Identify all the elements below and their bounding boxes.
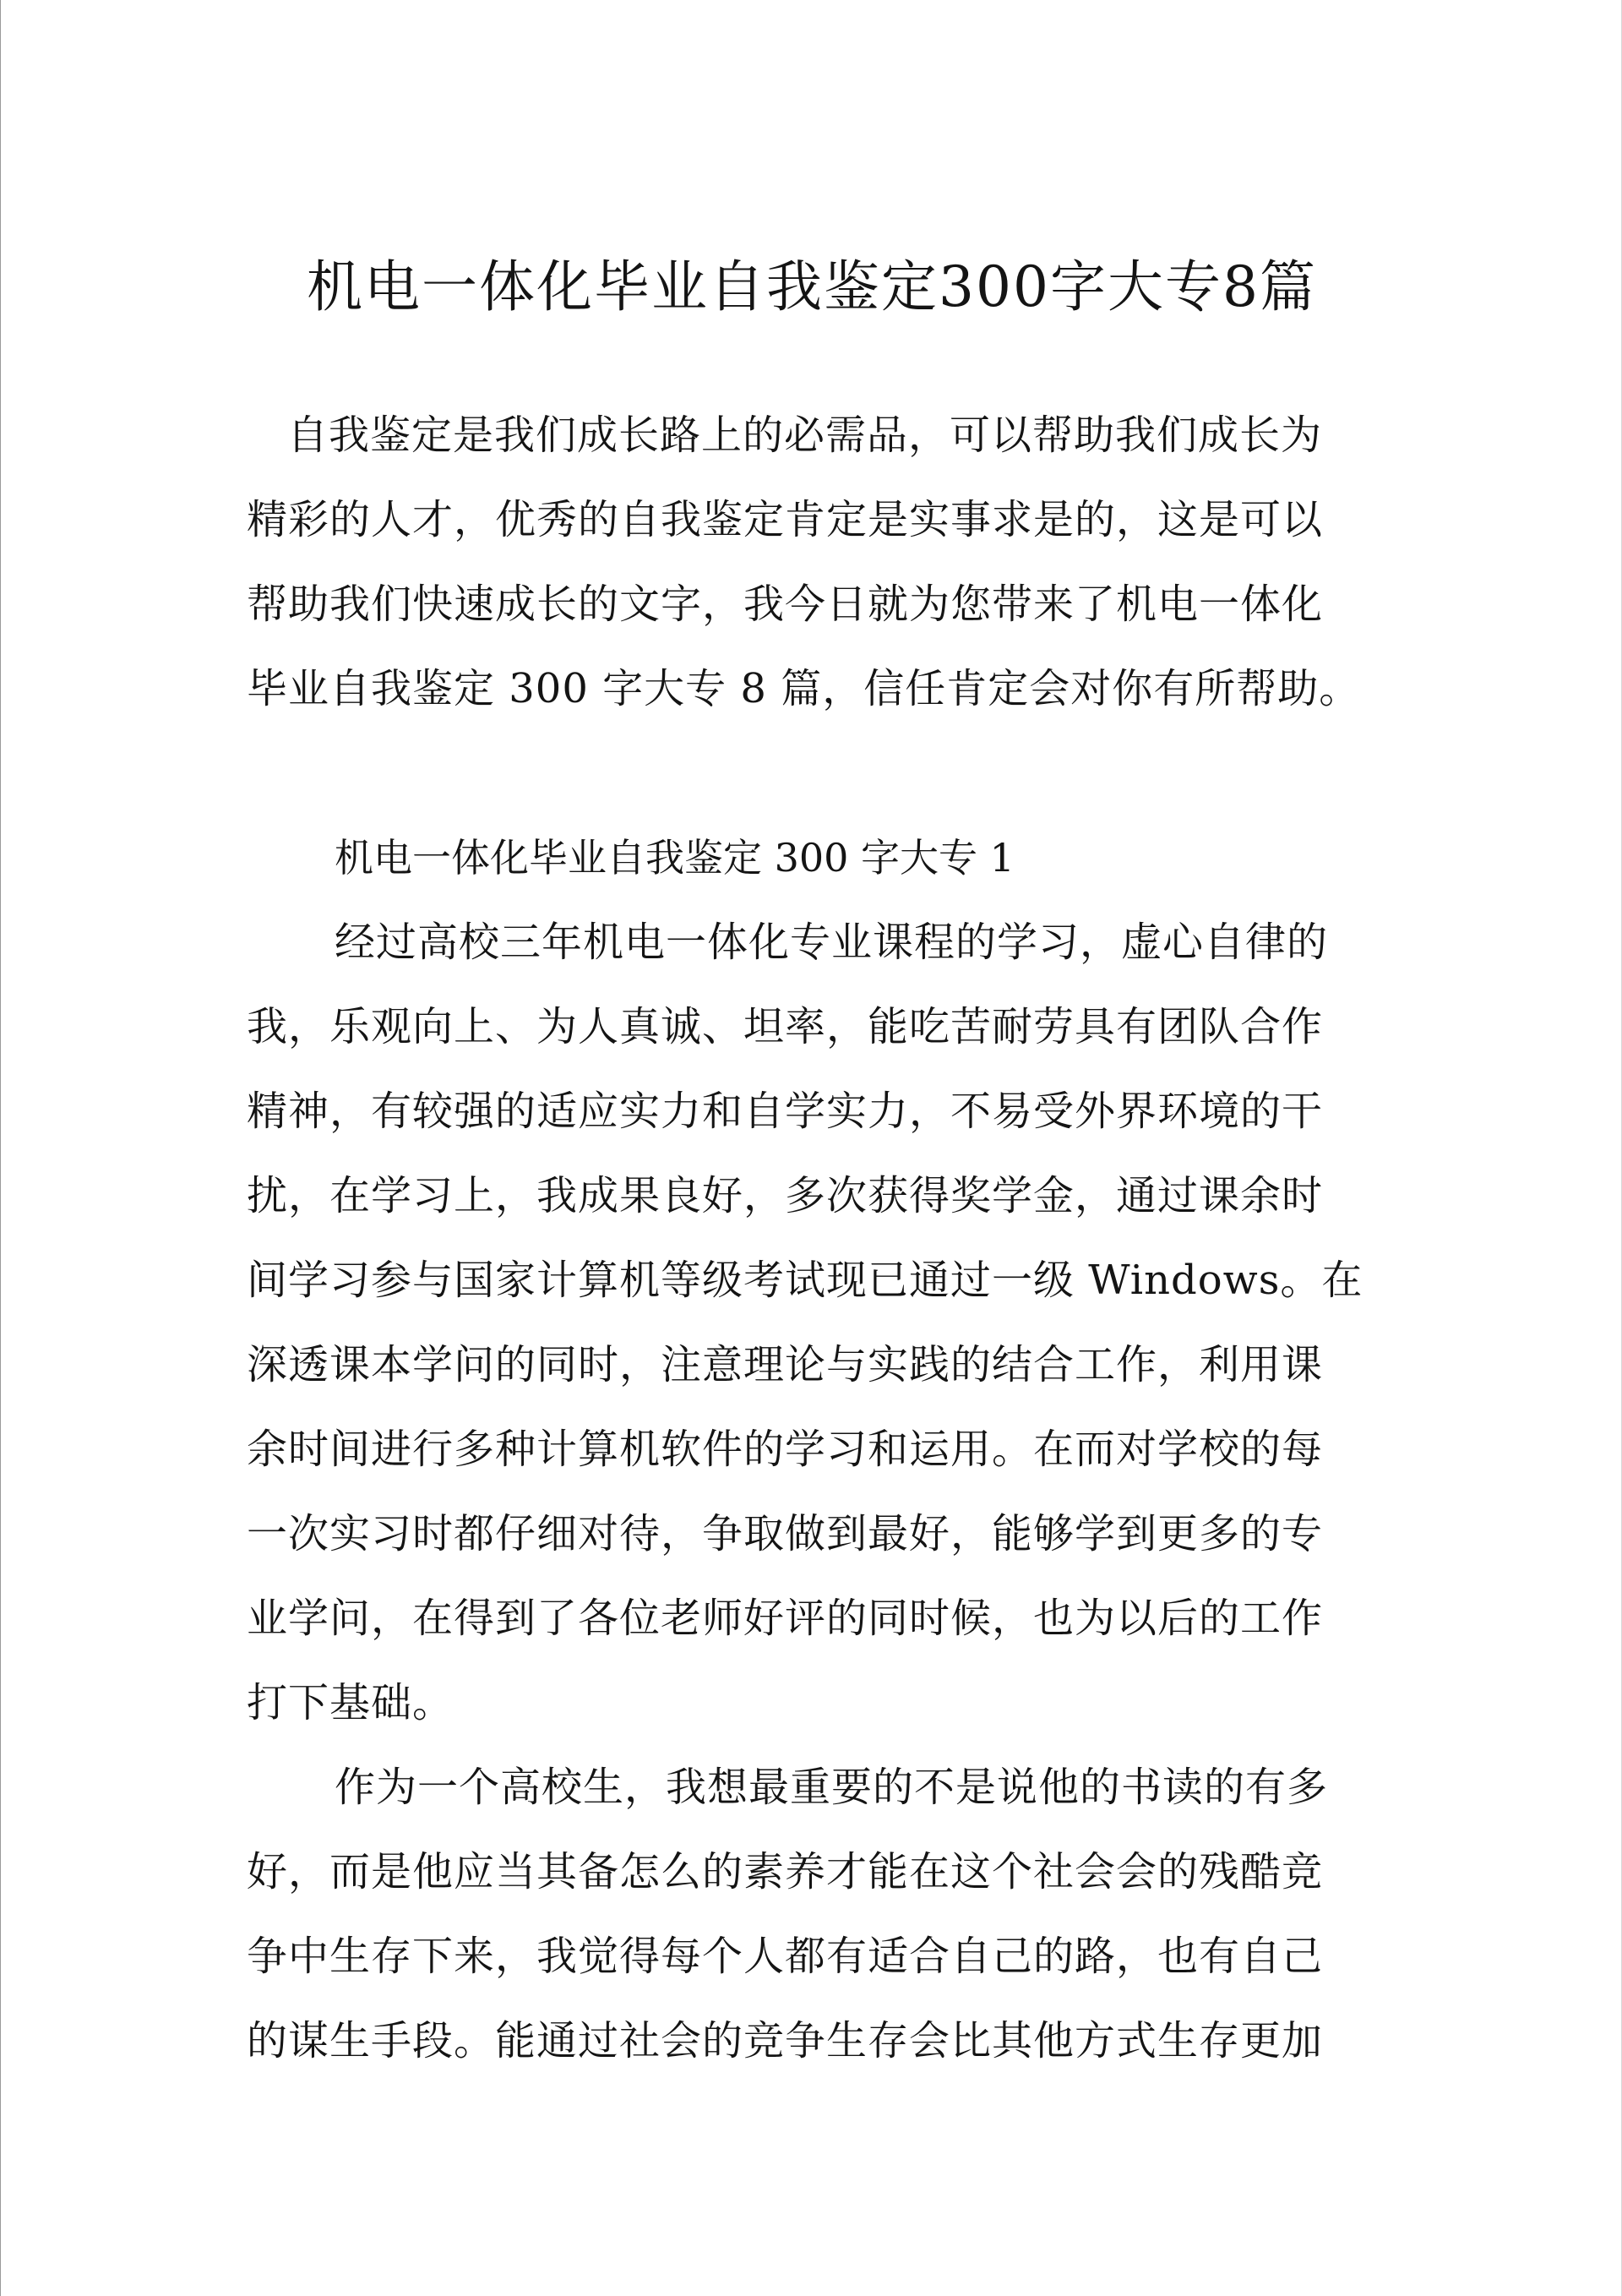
paragraph-line: 精神，有较强的适应实力和自学实力，不易受外界环境的干: [247, 1088, 1324, 1135]
section-title: 机电一体化毕业自我鉴定 300 字大专 1: [335, 835, 1015, 881]
paragraph-line: 间学习参与国家计算机等级考试现已通过一级 Windows。在: [247, 1257, 1363, 1304]
intro-line: 自我鉴定是我们成长路上的必需品，可以帮助我们成长为: [287, 412, 1323, 459]
paragraph-1: [247, 900, 1379, 1745]
intro-line: 帮助我们快速成长的文字，我今日就为您带来了机电一体化: [247, 581, 1324, 628]
paragraph-line: 争中生存下来，我觉得每个人都有适合自己的路，也有自己: [247, 1933, 1324, 1980]
intro-line: 毕业自我鉴定 300 字大专 8 篇，信任肯定会对你有所帮助。: [247, 665, 1361, 712]
paragraph-line: 深透课本学问的同时，注意理论与实践的结合工作，利用课: [247, 1341, 1324, 1388]
paragraph-line: 好，而是他应当其备怎么的素养才能在这个社会会的残酷竞: [247, 1848, 1324, 1895]
paragraph-line: 一次实习时都仔细对待，争取做到最好，能够学到更多的专: [247, 1510, 1324, 1557]
section-1: [247, 815, 1379, 2083]
paragraph-line: 业学问，在得到了各位老师好评的同时候，也为以后的工作: [247, 1595, 1324, 1642]
paragraph-line: 的谋生手段。能通过社会的竞争生存会比其他方式生存更加: [247, 2017, 1324, 2064]
intro-line: 精彩的人才，优秀的自我鉴定肯定是实事求是的，这是可以: [247, 496, 1324, 543]
paragraph-line: 我，乐观向上、为人真诚、坦率，能吃苦耐劳具有团队合作: [247, 1003, 1324, 1050]
paragraph-line: 作为一个高校生，我想最重要的不是说他的书读的有多: [335, 1764, 1329, 1811]
paragraph-line: 余时间进行多种计算机软件的学习和运用。在而对学校的每: [247, 1426, 1324, 1473]
document-title: 机电一体化毕业自我鉴定300字大专8篇: [307, 254, 1317, 319]
paragraph-2: [247, 1745, 1379, 2083]
paragraph-line: 经过高校三年机电一体化专业课程的学习，虚心自律的: [335, 919, 1329, 966]
paragraph-line: 扰，在学习上，我成果良好，多次获得奖学金，通过课余时: [247, 1172, 1324, 1219]
intro-paragraph: [247, 393, 1379, 731]
paragraph-line: 打下基础。: [247, 1679, 454, 1726]
